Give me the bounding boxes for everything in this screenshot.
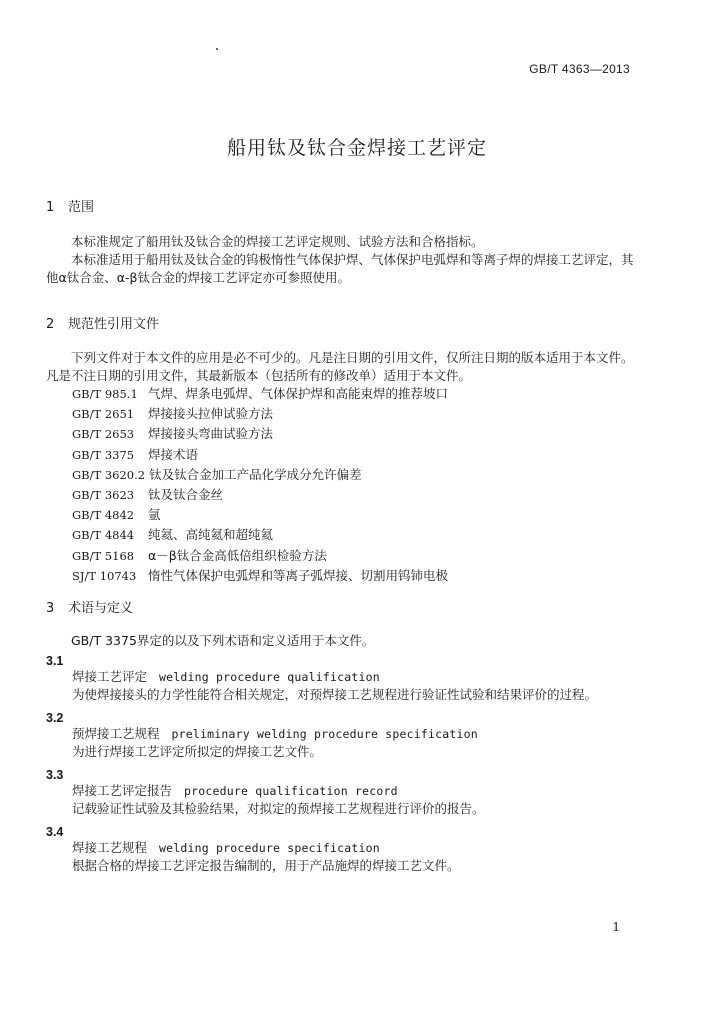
term-zh: 焊接工艺规程	[72, 840, 148, 855]
reference-item	[72, 384, 714, 404]
term-en: procedure qualification record	[184, 784, 398, 798]
term-zh: 预焊接工艺规程	[72, 726, 160, 741]
reference-code: GB/T 3375	[72, 447, 135, 462]
reference-code: GB/T 5168	[72, 548, 135, 563]
section-title: 规范性引用文件	[68, 317, 160, 332]
term-name	[72, 839, 714, 857]
term-en: preliminary welding procedure specification	[171, 727, 478, 741]
term-definition: 记载验证性试验及其检验结果，对拟定的预焊接工艺规程进行评价的报告。	[72, 801, 485, 816]
reference-item	[72, 546, 714, 566]
term-name	[72, 725, 714, 743]
reference-code: SJ/T 10743	[72, 568, 137, 583]
term-definition: 为使焊接接头的力学性能符合相关规定，对预焊接工艺规程进行验证性试验和结果评价的过程。	[72, 687, 598, 702]
standard-code: GB/T 4363—2013	[529, 62, 630, 76]
term-3-1	[0, 654, 714, 704]
section-2-heading	[0, 313, 714, 332]
section-title: 术语与定义	[68, 601, 134, 616]
term-definition: 为进行焊接工艺评定所拟定的焊接工艺文件。	[72, 744, 323, 759]
term-number: 3.4	[46, 825, 64, 839]
reference-title: 纯氦、高纯氦和超纯氦	[147, 527, 273, 543]
reference-code: GB/T 3620.2	[72, 467, 146, 482]
reference-code: GB/T 4844	[72, 528, 135, 543]
reference-item	[72, 525, 714, 545]
reference-title: 气焊、焊条电弧焊、气体保护焊和高能束焊的推荐坡口	[147, 386, 448, 401]
paragraph: 本标准适用于船用钛及钛合金的钨极惰性气体保护焊、气体保护电弧焊和等离子焊的焊接工艺评定，其他α钛合金、α-β钛合金的焊接工艺评定亦可参照使用。	[46, 252, 634, 285]
section-number: 2	[46, 317, 55, 332]
reference-item	[72, 465, 714, 485]
section-1-body	[0, 233, 714, 287]
reference-code: GB/T 3623	[72, 488, 135, 503]
reference-title: 氩	[147, 507, 161, 523]
section-2-body	[0, 349, 714, 385]
term-name	[72, 668, 714, 686]
reference-item	[72, 404, 714, 424]
term-3-2	[0, 711, 714, 761]
term-number: 3.2	[46, 711, 64, 725]
reference-code: GB/T 2653	[72, 427, 135, 442]
reference-item	[72, 485, 714, 505]
term-number: 3.3	[46, 768, 64, 782]
reference-title: 钛及钛合金丝	[147, 487, 223, 503]
reference-code: GB/T 4842	[72, 508, 135, 523]
paragraph: GB/T 3375界定的以及下列术语和定义适用于本文件。	[71, 633, 375, 648]
term-name	[72, 782, 714, 800]
section-3-intro	[0, 632, 714, 650]
reference-title: 焊接接头弯曲试验方法	[147, 426, 273, 442]
term-en: welding procedure specification	[159, 841, 380, 855]
term-number: 3.1	[46, 654, 64, 668]
reference-title: 焊接接头拉伸试验方法	[147, 406, 273, 422]
page-title: 船用钛及钛合金焊接工艺评定	[226, 137, 487, 159]
scan-speck	[216, 48, 218, 50]
term-3-3	[0, 768, 714, 818]
term-3-4	[0, 825, 714, 875]
page-number: 1	[612, 920, 620, 934]
term-zh: 焊接工艺评定报告	[72, 783, 173, 798]
section-title: 范围	[68, 200, 95, 215]
section-number: 3	[46, 601, 55, 616]
term-en: welding procedure qualification	[159, 670, 380, 684]
term-zh: 焊接工艺评定	[72, 669, 148, 684]
reference-title: α－β钛合金高低倍组织检验方法	[147, 547, 327, 563]
section-1-heading	[0, 196, 714, 215]
paragraph: 本标准规定了船用钛及钛合金的焊接工艺评定规则、试验方法和合格指标。	[71, 234, 484, 249]
reference-item	[72, 505, 714, 525]
reference-title: 惰性气体保护电弧焊和等离子弧焊接、切割用钨铈电极	[147, 567, 448, 583]
reference-code: GB/T 985.1	[72, 387, 138, 401]
reference-code: GB/T 2651	[72, 407, 135, 422]
reference-list	[0, 384, 714, 586]
section-3-heading	[0, 597, 714, 616]
section-number: 1	[46, 200, 55, 215]
reference-item	[72, 445, 714, 465]
reference-item	[72, 424, 714, 444]
reference-item	[72, 566, 714, 586]
reference-title: 钛及钛合金加工产品化学成分允许偏差	[149, 466, 362, 482]
reference-title: 焊接术语	[147, 446, 198, 462]
term-definition: 根据合格的焊接工艺评定报告编制的，用于产品施焊的焊接工艺文件。	[72, 858, 460, 873]
paragraph: 下列文件对于本文件的应用是必不可少的。凡是注日期的引用文件，仅所注日期的版本适用于本文件。凡是不注日期的引用文件，其最新版本（包括所有的修改单）适用于本文件。	[46, 350, 634, 383]
